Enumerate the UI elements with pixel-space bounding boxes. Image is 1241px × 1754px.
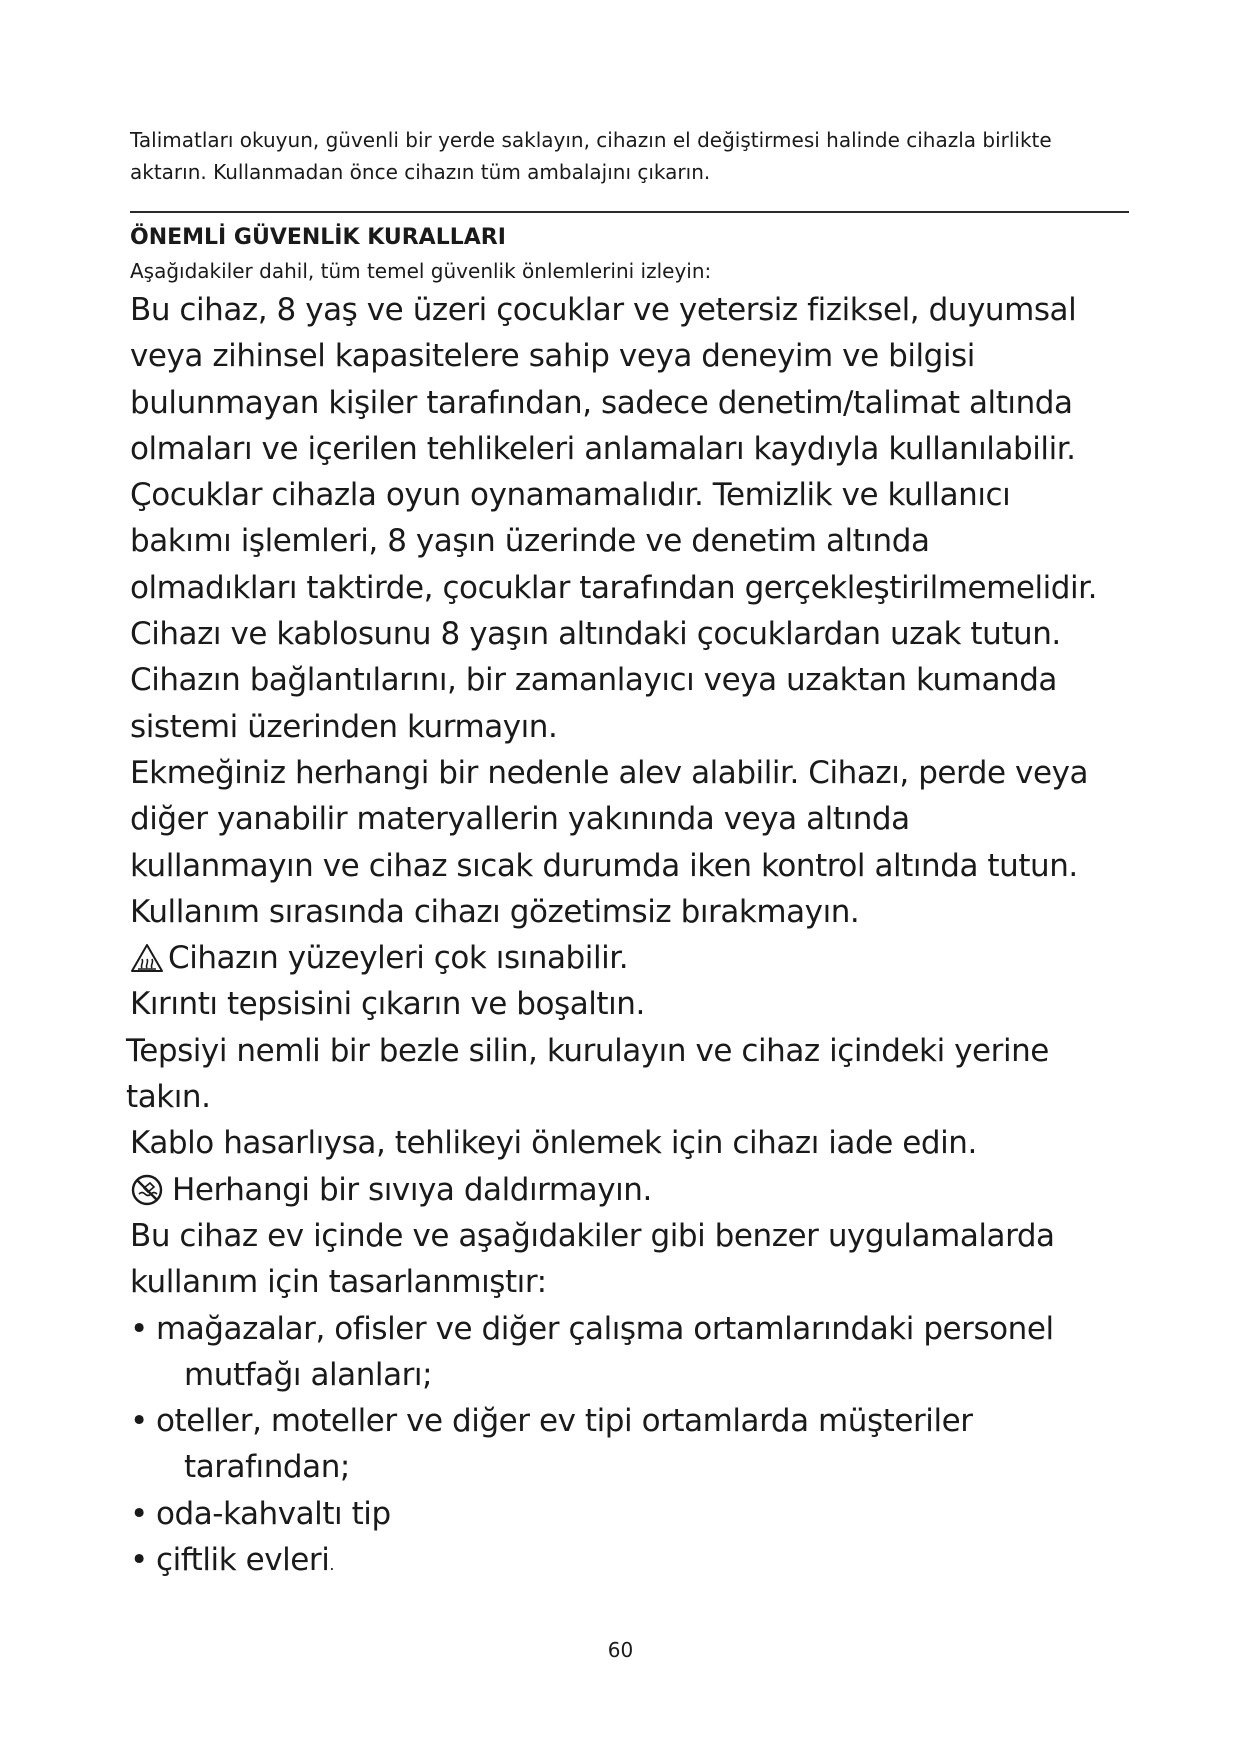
text-line: Bu cihaz ev içinde ve aşağıdakiler gibi benzer uygulamalarda (130, 1217, 1055, 1254)
section-title: ÖNEMLİ GÜVENLİK KURALLARI (130, 225, 506, 250)
rule-paragraph (130, 1213, 1140, 1306)
do-not-immerse-icon (130, 1173, 168, 1207)
list-item (130, 1398, 1140, 1491)
bullet-marker: • (130, 1310, 148, 1347)
text-line: olmaları ve içerilen tehlikeleri anlamaları kaydıyla kullanılabilir. (130, 430, 1076, 467)
text-line: Cihazın bağlantılarını, bir zamanlayıcı veya uzaktan kumanda (130, 662, 1057, 699)
rule-paragraph (130, 657, 1140, 750)
text-line: olmadıkları taktirde, çocuklar tarafından gerçekleştirilmemelidir. (130, 569, 1098, 606)
rule-paragraph (130, 750, 1140, 889)
intro-line: aktarın. Kullanmadan önce cihazın tüm ambalajını çıkarın. (130, 160, 711, 184)
text-line: bakımı işlemleri, 8 yaşın üzerinde ve denetim altında (130, 523, 930, 560)
rule-paragraph (130, 287, 1140, 472)
bullet-marker: • (130, 1403, 148, 1440)
safety-rules (126, 287, 1140, 1588)
text-line: diğer yanabilir materyallerin yakınında veya altında (130, 801, 910, 838)
text-line: oteller, moteller ve diğer ev tipi ortamlarda müşteriler (156, 1403, 973, 1440)
text-line: tarafından; (184, 1449, 350, 1486)
text-line: kullanmayın ve cihaz sıcak durumda iken kontrol altında tutun. (130, 847, 1078, 884)
text-line: Cihazın yüzeyleri çok ısınabilir. (168, 940, 629, 977)
rule-paragraph (130, 472, 1140, 611)
text-line: Ekmeğiniz herhangi bir nedenle alev alabilir. Cihazı, perde veya (130, 754, 1089, 791)
text-line: Tepsiyi nemli bir bezle silin, kurulayın ve cihaz içindeki yerine (126, 1032, 1049, 1069)
page-number: 60 (607, 1638, 634, 1662)
text-line: Çocuklar cihazla oyun oynamamalıdır. Temizlik ve kullanıcı (130, 477, 1011, 514)
list-item (130, 1491, 1140, 1537)
text-line: Herhangi bir sıvıya daldırmayın. (172, 1171, 652, 1208)
text-line: mutfağı alanları; (184, 1356, 433, 1393)
text-line: sistemi üzerinden kurmayın. (130, 708, 558, 745)
text-line: kullanım için tasarlanmıştır: (130, 1264, 547, 1301)
text-line: mağazalar, ofisler ve diğer çalışma ortamlarındaki personel (156, 1310, 1054, 1347)
rule-paragraph: Kırıntı tepsisini çıkarın ve boşaltın. (130, 986, 645, 1023)
text-line: veya zihinsel kapasitelere sahip veya deneyim ve bilgisi (130, 338, 975, 375)
rule-paragraph (126, 1028, 1140, 1121)
intro-line: Talimatları okuyun, güvenli bir yerde saklayın, cihazın el değiştirmesi halinde cihazla birlikte (130, 128, 1052, 152)
list-item (130, 1537, 1140, 1588)
text-line: çiftlik evleri (156, 1542, 330, 1579)
list-item (130, 1306, 1140, 1399)
text-line: bulunmayan kişiler tarafından, sadece denetim/talimat altında (130, 384, 1073, 421)
hot-surface-warning (130, 935, 1140, 981)
section-subtitle: Aşağıdakiler dahil, tüm temel güvenlik önlemlerini izleyin: (130, 259, 712, 283)
hot-surface-warning-icon (130, 943, 164, 973)
rule-paragraph: Kullanım sırasında cihazı gözetimsiz bırakmayın. (130, 893, 860, 930)
text-line: oda-kahvaltı tip (156, 1495, 391, 1532)
bullet-marker: • (130, 1495, 148, 1532)
trailing-period: . (329, 1555, 335, 1575)
intended-use-list (130, 1306, 1140, 1589)
rule-paragraph: Kablo hasarlıysa, tehlikeyi önlemek için cihazı iade edin. (130, 1125, 977, 1162)
section-divider (130, 211, 1129, 213)
text-line: Bu cihaz, 8 yaş ve üzeri çocuklar ve yetersiz fiziksel, duyumsal (130, 292, 1077, 328)
no-immerse-warning (130, 1167, 1140, 1213)
text-line: takın. (126, 1079, 211, 1116)
intro-text (130, 124, 1110, 188)
rule-paragraph: Cihazı ve kablosunu 8 yaşın altındaki çocuklardan uzak tutun. (130, 616, 1061, 653)
bullet-marker: • (130, 1542, 148, 1579)
